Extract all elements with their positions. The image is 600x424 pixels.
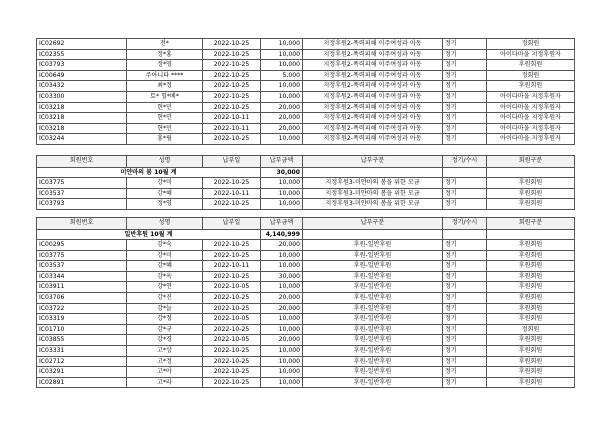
- cell-name: 강*경: [127, 335, 203, 346]
- cell-pay-type: 후원-일반후원: [303, 303, 443, 314]
- subtotal-empty: [443, 167, 487, 178]
- cell-member-type: 아이다마을 지정후원자: [487, 123, 575, 134]
- cell-name: 주아니타 ****: [127, 70, 203, 81]
- cell-pay-date: 2022-10-25: [203, 250, 261, 261]
- cell-amount: 10,000: [261, 324, 303, 335]
- cell-period: 정기: [443, 39, 487, 50]
- cell-member-type: 후원회원: [487, 293, 575, 304]
- header-row: [37, 218, 575, 230]
- cell-period: 정기: [443, 240, 487, 251]
- cell-pay-type: 지정후원2-폭력피해 이주여성과 아동: [303, 49, 443, 60]
- cell-pay-date: 2022-10-11: [203, 261, 261, 272]
- cell-pay-type: 지정후원3-미얀마의 봄을 위한 모금: [303, 188, 443, 199]
- cell-period: 정기: [443, 335, 487, 346]
- cell-member-type: 후원회원: [487, 188, 575, 199]
- cell-pay-type: 지정후원2-폭력피해 이주여성과 아동: [303, 123, 443, 134]
- table-row: [37, 39, 575, 50]
- cell-pay-date: 2022-10-25: [203, 134, 261, 145]
- cell-period: 정기: [443, 314, 487, 325]
- cell-member-id: IC03344: [37, 271, 127, 282]
- cell-member-type: 후원회원: [487, 199, 575, 210]
- cell-member-id: IC03775: [37, 178, 127, 189]
- cell-period: 정기: [443, 188, 487, 199]
- cell-amount: 20,000: [261, 123, 303, 134]
- cell-member-id: IC01710: [37, 324, 127, 335]
- cell-name: 강*미: [127, 178, 203, 189]
- header-amount: 납부금액: [261, 156, 303, 168]
- subtotal-empty: [487, 167, 575, 178]
- cell-pay-date: 2022-10-25: [203, 293, 261, 304]
- cell-amount: 30,000: [261, 271, 303, 282]
- table-row: [37, 91, 575, 102]
- cell-member-id: IC03244: [37, 134, 127, 145]
- cell-name: 강*옥: [127, 271, 203, 282]
- cell-name: 고*상: [127, 346, 203, 357]
- cell-member-type: 후원회원: [487, 356, 575, 367]
- cell-pay-date: 2022-10-05: [203, 282, 261, 293]
- header-member-id: 회원번호: [37, 218, 127, 230]
- subtotal-amount: 30,000: [261, 167, 303, 178]
- cell-member-type: 정회원: [487, 70, 575, 81]
- header-name: 성명: [127, 156, 203, 168]
- cell-pay-date: 2022-10-25: [203, 102, 261, 113]
- cell-member-id: IC03855: [37, 335, 127, 346]
- cell-pay-type: 후원-일반후원: [303, 293, 443, 304]
- cell-pay-date: 2022-10-05: [203, 314, 261, 325]
- cell-pay-type: 후원-일반후원: [303, 271, 443, 282]
- cell-amount: 10,000: [261, 49, 303, 60]
- cell-name: 강*규: [127, 324, 203, 335]
- header-pay-type: 납부구분: [303, 156, 443, 168]
- cell-amount: 10,000: [261, 282, 303, 293]
- table-row: [37, 250, 575, 261]
- cell-name: 현*민: [127, 113, 203, 124]
- cell-pay-type: 지정후원2-폭력피해 이주여성과 아동: [303, 70, 443, 81]
- cell-member-id: IC03218: [37, 113, 127, 124]
- cell-member-type: 후원회원: [487, 240, 575, 251]
- cell-member-id: IC02355: [37, 49, 127, 60]
- cell-name: 강*정: [127, 314, 203, 325]
- table-row: [37, 199, 575, 210]
- cell-member-type: 아이다마을 지정후원자: [487, 113, 575, 124]
- cell-amount: 10,000: [261, 250, 303, 261]
- cell-pay-type: 후원-일반후원: [303, 377, 443, 388]
- cell-pay-type: 후원-일반후원: [303, 335, 443, 346]
- header-member-id: 회원번호: [37, 156, 127, 168]
- cell-pay-date: 2022-10-25: [203, 199, 261, 210]
- table-row: [37, 261, 575, 272]
- cell-name: 강*늘: [127, 303, 203, 314]
- cell-name: 전*: [127, 39, 203, 50]
- cell-member-type: 후원회원: [487, 282, 575, 293]
- cell-pay-date: 2022-10-25: [203, 367, 261, 378]
- subtotal-empty: [443, 229, 487, 240]
- table-row: [37, 81, 575, 92]
- table-row: [37, 367, 575, 378]
- subtotal-row: [37, 167, 575, 178]
- cell-member-id: IC03911: [37, 282, 127, 293]
- cell-pay-date: 2022-10-11: [203, 113, 261, 124]
- cell-pay-date: 2022-10-25: [203, 356, 261, 367]
- table-row: [37, 134, 575, 145]
- cell-amount: 10,000: [261, 188, 303, 199]
- cell-member-id: IC03793: [37, 60, 127, 71]
- cell-amount: 10,000: [261, 377, 303, 388]
- cell-member-id: IC03537: [37, 261, 127, 272]
- cell-pay-date: 2022-10-25: [203, 39, 261, 50]
- cell-pay-type: 지정후원3-미얀마의 봄을 위한 모금: [303, 199, 443, 210]
- header-pay-type: 납부구분: [303, 218, 443, 230]
- cell-period: 정기: [443, 49, 487, 60]
- header-period: 정기/수시: [443, 156, 487, 168]
- cell-name: 강*혜: [127, 261, 203, 272]
- cell-pay-date: 2022-10-25: [203, 178, 261, 189]
- cell-pay-date: 2022-10-25: [203, 346, 261, 357]
- cell-member-type: 아이다마을 지정후원자: [487, 91, 575, 102]
- cell-member-id: IC00649: [37, 70, 127, 81]
- cell-amount: 5,000: [261, 70, 303, 81]
- table-row: [37, 123, 575, 134]
- cell-pay-type: 지정후원2-폭력피해 이주여성과 아동: [303, 113, 443, 124]
- table-row: [37, 377, 575, 388]
- cell-period: 정기: [443, 346, 487, 357]
- cell-period: 정기: [443, 261, 487, 272]
- cell-member-type: 후원회원: [487, 178, 575, 189]
- cell-member-type: 아이다마을 지정후원자: [487, 102, 575, 113]
- cell-pay-type: 지정후원2-폭력피해 이주여성과 아동: [303, 102, 443, 113]
- cell-member-id: IC03218: [37, 123, 127, 134]
- cell-amount: 10,000: [261, 81, 303, 92]
- cell-pay-type: 후원-일반후원: [303, 250, 443, 261]
- cell-pay-type: 후원-일반후원: [303, 261, 443, 272]
- cell-member-id: IC02692: [37, 39, 127, 50]
- cell-name: 고*라: [127, 377, 203, 388]
- cell-amount: 20,000: [261, 293, 303, 304]
- cell-member-id: IC03537: [37, 188, 127, 199]
- cell-period: 정기: [443, 356, 487, 367]
- cell-member-id: IC03775: [37, 250, 127, 261]
- cell-pay-type: 후원-일반후원: [303, 324, 443, 335]
- table-row: [37, 303, 575, 314]
- cell-pay-type: 후원-일반후원: [303, 367, 443, 378]
- cell-name: 강*숙: [127, 240, 203, 251]
- subtotal-label: 미얀마의 봄 10월 계: [37, 167, 261, 178]
- subtotal-label: 일반후원 10월 계: [37, 229, 261, 240]
- table-row: [37, 70, 575, 81]
- cell-name: 정*영: [127, 60, 203, 71]
- subtotal-empty: [303, 229, 443, 240]
- cell-period: 정기: [443, 324, 487, 335]
- cell-pay-type: 후원-일반후원: [303, 346, 443, 357]
- table-row: [37, 113, 575, 124]
- subtotal-amount: 4,140,999: [261, 229, 303, 240]
- cell-pay-date: 2022-10-25: [203, 303, 261, 314]
- cell-amount: 20,000: [261, 102, 303, 113]
- table-row: [37, 271, 575, 282]
- header-amount: 납부금액: [261, 218, 303, 230]
- cell-member-id: IC03706: [37, 293, 127, 304]
- cell-member-id: IC03793: [37, 199, 127, 210]
- cell-amount: 10,000: [261, 346, 303, 357]
- table-row: [37, 314, 575, 325]
- table-row: [37, 188, 575, 199]
- cell-member-type: 후원회원: [487, 303, 575, 314]
- cell-pay-date: 2022-10-11: [203, 188, 261, 199]
- subtotal-empty: [487, 229, 575, 240]
- cell-member-type: 후원회원: [487, 335, 575, 346]
- cell-pay-type: 지정후원2-폭력피해 이주여성과 아동: [303, 81, 443, 92]
- cell-period: 정기: [443, 303, 487, 314]
- cell-member-type: 후원회원: [487, 314, 575, 325]
- cell-amount: 20,000: [261, 303, 303, 314]
- table-row: [37, 346, 575, 357]
- cell-member-id: IC03300: [37, 91, 127, 102]
- header-member-type: 회원구분: [487, 156, 575, 168]
- cell-period: 정기: [443, 178, 487, 189]
- cell-pay-date: 2022-10-11: [203, 123, 261, 134]
- cell-name: 강*미: [127, 250, 203, 261]
- cell-member-type: 후원회원: [487, 261, 575, 272]
- cell-member-id: IC03722: [37, 303, 127, 314]
- cell-amount: 10,000: [261, 199, 303, 210]
- table-row: [37, 240, 575, 251]
- cell-member-type: 아이다마을 지정후원자: [487, 134, 575, 145]
- subtotal-empty: [303, 167, 443, 178]
- cell-pay-type: 지정후원2-폭력피해 이주여성과 아동: [303, 91, 443, 102]
- cell-member-id: IC03319: [37, 314, 127, 325]
- cell-period: 정기: [443, 134, 487, 145]
- cell-member-type: 정회원: [487, 324, 575, 335]
- cell-amount: 10,000: [261, 261, 303, 272]
- cell-name: 강*진: [127, 293, 203, 304]
- cell-period: 정기: [443, 102, 487, 113]
- cell-pay-type: 후원-일반후원: [303, 314, 443, 325]
- cell-amount: 20,000: [261, 335, 303, 346]
- header-period: 정기/수시: [443, 218, 487, 230]
- table-row: [37, 49, 575, 60]
- cell-name: 홍*림: [127, 134, 203, 145]
- header-pay-date: 납부일: [203, 218, 261, 230]
- cell-period: 정기: [443, 60, 487, 71]
- cell-name: 현*민: [127, 123, 203, 134]
- cell-pay-type: 지정후원2-폭력피해 이주여성과 아동: [303, 60, 443, 71]
- cell-name: 토* 힐*베*: [127, 91, 203, 102]
- cell-member-id: IC02712: [37, 356, 127, 367]
- donation-table-myanmar-spring: [36, 155, 575, 210]
- cell-pay-date: 2022-10-05: [203, 335, 261, 346]
- cell-pay-type: 지정후원2-폭력피해 이주여성과 아동: [303, 39, 443, 50]
- cell-member-type: 후원회원: [487, 250, 575, 261]
- cell-amount: 10,000: [261, 356, 303, 367]
- cell-pay-type: 지정후원2-폭력피해 이주여성과 아동: [303, 134, 443, 145]
- cell-member-id: IC03331: [37, 346, 127, 357]
- cell-period: 정기: [443, 367, 487, 378]
- cell-pay-date: 2022-10-25: [203, 70, 261, 81]
- cell-period: 정기: [443, 123, 487, 134]
- cell-period: 정기: [443, 199, 487, 210]
- cell-period: 정기: [443, 293, 487, 304]
- donation-table-general: [36, 217, 575, 388]
- header-pay-date: 납부일: [203, 156, 261, 168]
- cell-name: 강*연: [127, 282, 203, 293]
- cell-member-id: IC03432: [37, 81, 127, 92]
- cell-amount: 10,000: [261, 367, 303, 378]
- table-row: [37, 324, 575, 335]
- cell-amount: 20,000: [261, 240, 303, 251]
- cell-period: 정기: [443, 271, 487, 282]
- cell-name: 강*혜: [127, 188, 203, 199]
- cell-amount: 10,000: [261, 39, 303, 50]
- table-row: [37, 335, 575, 346]
- cell-amount: 20,000: [261, 113, 303, 124]
- cell-member-id: IC02891: [37, 377, 127, 388]
- cell-amount: 10,000: [261, 134, 303, 145]
- cell-period: 정기: [443, 250, 487, 261]
- cell-pay-date: 2022-10-25: [203, 60, 261, 71]
- header-member-type: 회원구분: [487, 218, 575, 230]
- cell-pay-type: 후원-일반후원: [303, 240, 443, 251]
- header-row: [37, 156, 575, 168]
- cell-period: 정기: [443, 377, 487, 388]
- subtotal-row: [37, 229, 575, 240]
- cell-pay-date: 2022-10-25: [203, 81, 261, 92]
- donation-table-designated-2: [36, 38, 575, 145]
- cell-amount: 10,000: [261, 60, 303, 71]
- cell-member-id: IC03291: [37, 367, 127, 378]
- cell-pay-type: 후원-일반후원: [303, 356, 443, 367]
- cell-name: 고*아: [127, 367, 203, 378]
- cell-period: 정기: [443, 282, 487, 293]
- table-row: [37, 293, 575, 304]
- cell-period: 정기: [443, 113, 487, 124]
- cell-member-type: 정회원: [487, 39, 575, 50]
- cell-amount: 10,000: [261, 314, 303, 325]
- cell-member-id: IC00295: [37, 240, 127, 251]
- table-row: [37, 178, 575, 189]
- cell-member-type: 후원회원: [487, 367, 575, 378]
- cell-amount: 10,000: [261, 91, 303, 102]
- cell-member-type: 후원회원: [487, 271, 575, 282]
- cell-pay-date: 2022-10-25: [203, 91, 261, 102]
- cell-name: 정*영: [127, 199, 203, 210]
- cell-member-id: IC03218: [37, 102, 127, 113]
- cell-name: 고*정: [127, 356, 203, 367]
- table-row: [37, 282, 575, 293]
- cell-pay-date: 2022-10-25: [203, 240, 261, 251]
- table-row: [37, 102, 575, 113]
- cell-amount: 10,000: [261, 178, 303, 189]
- cell-name: 현*민: [127, 102, 203, 113]
- cell-period: 정기: [443, 70, 487, 81]
- table-row: [37, 356, 575, 367]
- cell-member-type: 후원회원: [487, 81, 575, 92]
- cell-name: 최*정: [127, 81, 203, 92]
- cell-member-type: 후원회원: [487, 377, 575, 388]
- cell-name: 정*홍: [127, 49, 203, 60]
- cell-pay-date: 2022-10-25: [203, 324, 261, 335]
- cell-member-type: 후원회원: [487, 346, 575, 357]
- cell-pay-date: 2022-10-25: [203, 271, 261, 282]
- cell-period: 정기: [443, 91, 487, 102]
- cell-member-type: 후원회원: [487, 60, 575, 71]
- table-row: [37, 60, 575, 71]
- cell-member-type: 아이다마을 지정후원자: [487, 49, 575, 60]
- cell-pay-type: 후원-일반후원: [303, 282, 443, 293]
- cell-pay-type: 지정후원3-미얀마의 봄을 위한 모금: [303, 178, 443, 189]
- cell-period: 정기: [443, 81, 487, 92]
- header-name: 성명: [127, 218, 203, 230]
- cell-pay-date: 2022-10-25: [203, 377, 261, 388]
- cell-pay-date: 2022-10-25: [203, 49, 261, 60]
